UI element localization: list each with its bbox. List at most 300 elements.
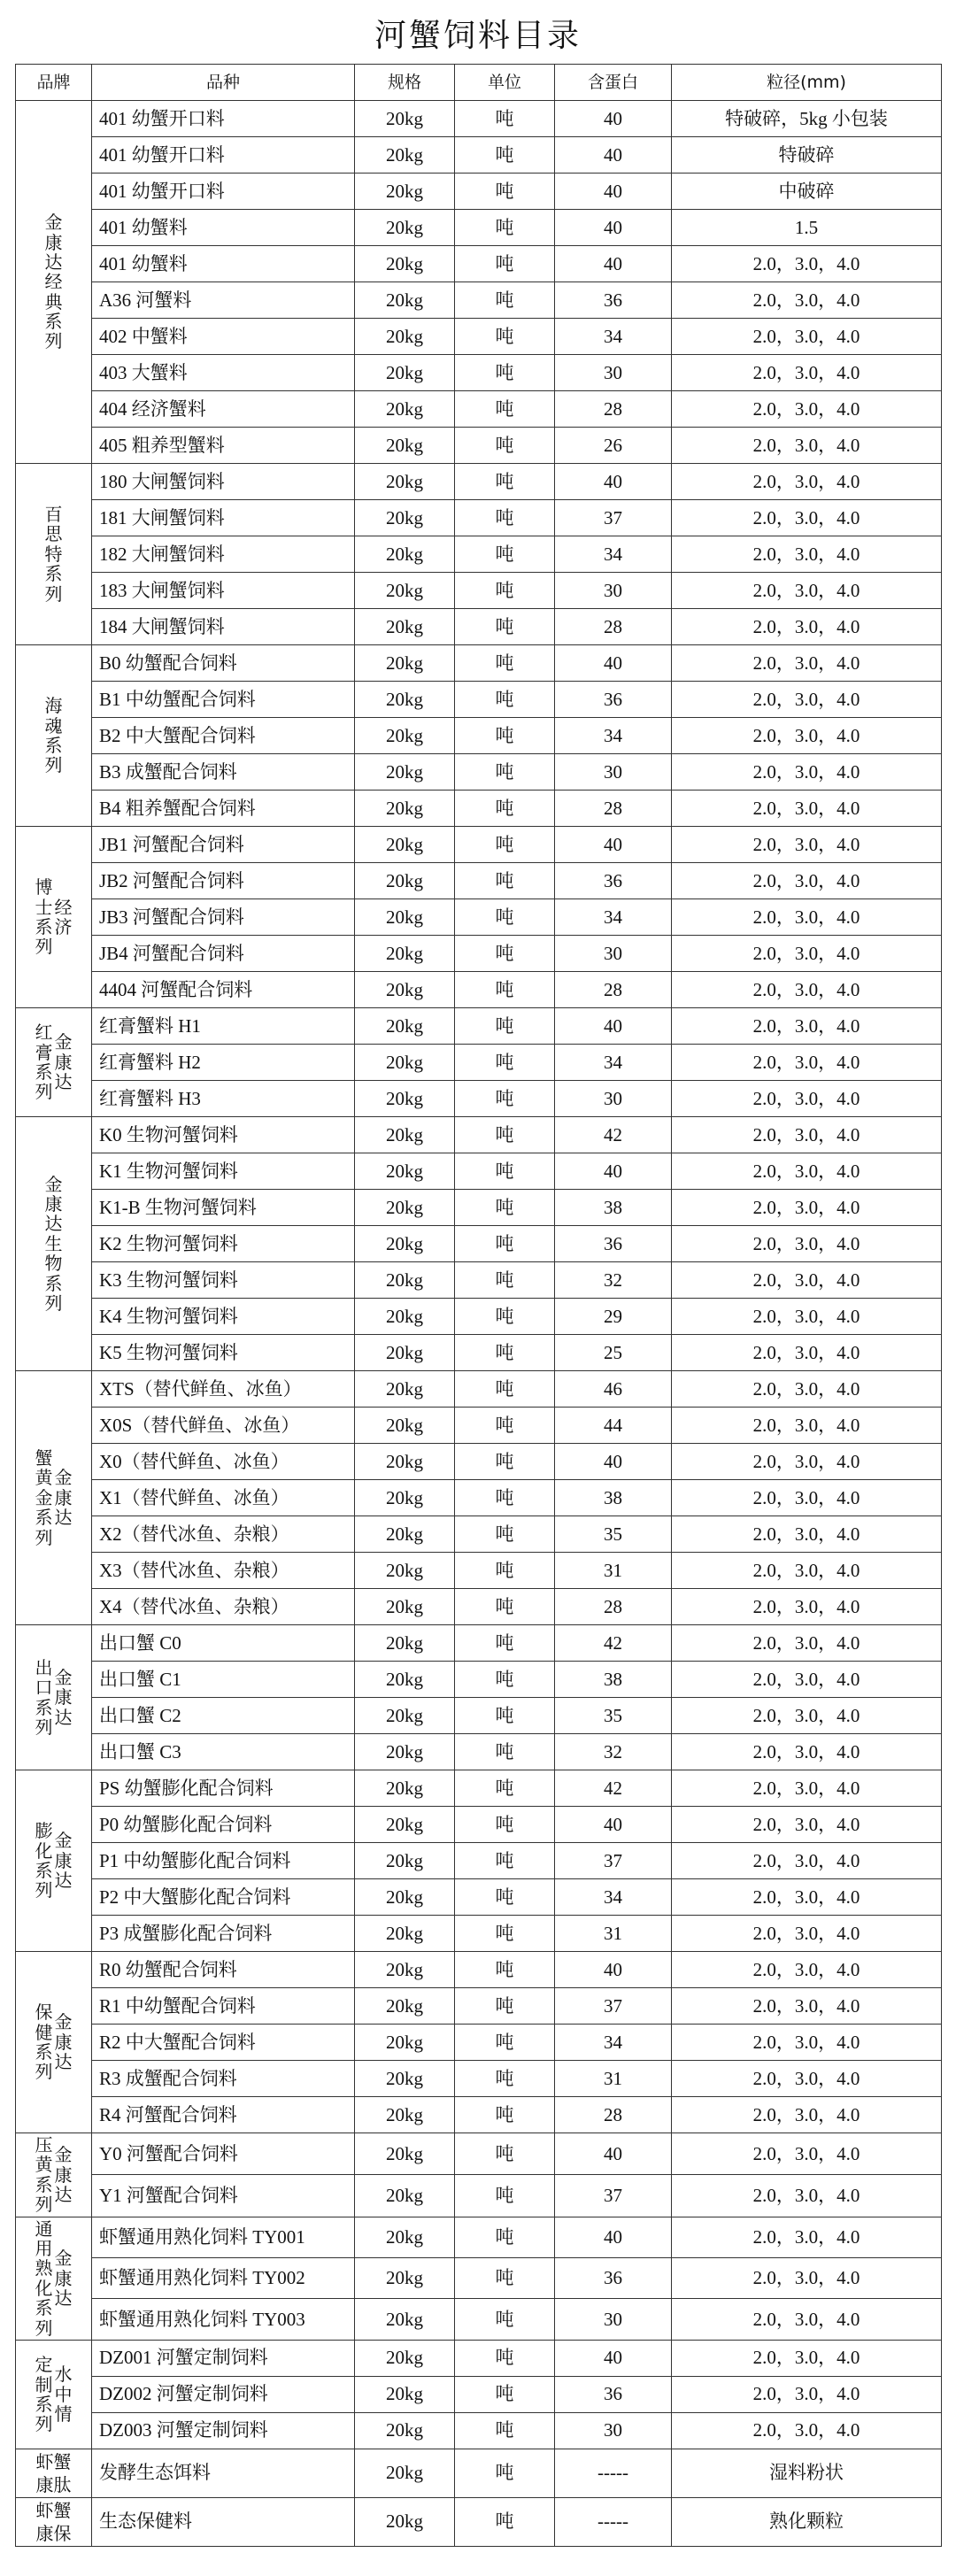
brand-cell (16, 2340, 92, 2449)
spec-cell: 20kg (355, 1625, 455, 1662)
table-row (16, 936, 942, 972)
variety-cell: X0S（替代鲜鱼、冰鱼） (92, 1408, 355, 1444)
header-spec: 规格 (355, 65, 455, 101)
particle-size-cell: 2.0，3.0，4.0 (672, 464, 942, 500)
particle-size-cell: 2.0，3.0，4.0 (672, 718, 942, 754)
table-row (16, 174, 942, 210)
brand-cell (16, 1952, 92, 2133)
variety-cell: 183 大闸蟹饲料 (92, 573, 355, 609)
unit-cell: 吨 (455, 2449, 555, 2497)
spec-cell: 20kg (355, 1299, 455, 1335)
variety-cell: 401 幼蟹开口料 (92, 137, 355, 174)
unit-cell: 吨 (455, 2217, 555, 2257)
protein-cell: 42 (555, 1117, 672, 1153)
protein-cell: 34 (555, 536, 672, 573)
protein-cell: 31 (555, 1553, 672, 1589)
table-row (16, 863, 942, 899)
variety-cell: P1 中幼蟹膨化配合饲料 (92, 1843, 355, 1879)
variety-cell: DZ001 河蟹定制饲料 (92, 2340, 355, 2376)
spec-cell: 20kg (355, 863, 455, 899)
particle-size-cell: 2.0，3.0，4.0 (672, 1807, 942, 1843)
particle-size-cell: 2.0，3.0，4.0 (672, 2175, 942, 2217)
brand-label: 康保 (35, 2522, 72, 2544)
spec-cell: 20kg (355, 1843, 455, 1879)
variety-cell: P2 中大蟹膨化配合饲料 (92, 1879, 355, 1916)
particle-size-cell: 2.0，3.0，4.0 (672, 2412, 942, 2449)
spec-cell: 20kg (355, 718, 455, 754)
particle-size-cell: 2.0，3.0，4.0 (672, 428, 942, 464)
variety-cell: K4 生物河蟹饲料 (92, 1299, 355, 1335)
variety-cell: B3 成蟹配合饲料 (92, 754, 355, 791)
variety-cell: R4 河蟹配合饲料 (92, 2097, 355, 2133)
brand-cell (16, 827, 92, 1008)
spec-cell: 20kg (355, 972, 455, 1008)
variety-cell: 出口蟹 C3 (92, 1734, 355, 1770)
brand-label: 膨 化 系 列 (35, 1820, 53, 1901)
spec-cell: 20kg (355, 2340, 455, 2376)
variety-cell: 180 大闸蟹饲料 (92, 464, 355, 500)
spec-cell: 20kg (355, 1117, 455, 1153)
spec-cell: 20kg (355, 1408, 455, 1444)
brand-label: 康肽 (35, 2473, 72, 2495)
particle-size-cell: 2.0，3.0，4.0 (672, 1335, 942, 1371)
table-row (16, 1625, 942, 1662)
table-row (16, 500, 942, 536)
variety-cell: PS 幼蟹膨化配合饲料 (92, 1770, 355, 1807)
particle-size-cell: 2.0，3.0，4.0 (672, 1081, 942, 1117)
protein-cell: 30 (555, 1081, 672, 1117)
protein-cell: 36 (555, 1226, 672, 1262)
spec-cell: 20kg (355, 1008, 455, 1045)
particle-size-cell: 2.0，3.0，4.0 (672, 1045, 942, 1081)
variety-cell: 401 幼蟹开口料 (92, 174, 355, 210)
spec-cell: 20kg (355, 827, 455, 863)
spec-cell: 20kg (355, 2412, 455, 2449)
protein-cell: 40 (555, 1444, 672, 1480)
table-row (16, 2258, 942, 2299)
protein-cell: 40 (555, 1008, 672, 1045)
header-brand: 品牌 (16, 65, 92, 101)
unit-cell: 吨 (455, 1734, 555, 1770)
table-row (16, 609, 942, 645)
protein-cell: 30 (555, 573, 672, 609)
variety-cell: B4 粗养蟹配合饲料 (92, 791, 355, 827)
protein-cell: 28 (555, 2097, 672, 2133)
brand-label: 经 济 (54, 896, 73, 937)
protein-cell: 40 (555, 137, 672, 174)
particle-size-cell: 2.0，3.0，4.0 (672, 936, 942, 972)
spec-cell: 20kg (355, 500, 455, 536)
particle-size-cell: 2.0，3.0，4.0 (672, 2299, 942, 2340)
unit-cell: 吨 (455, 1335, 555, 1371)
table-row (16, 2217, 942, 2257)
variety-cell: 虾蟹通用熟化饲料 TY003 (92, 2299, 355, 2340)
variety-cell: K3 生物河蟹饲料 (92, 1262, 355, 1299)
variety-cell: 出口蟹 C0 (92, 1625, 355, 1662)
particle-size-cell: 2.0，3.0，4.0 (672, 2133, 942, 2175)
spec-cell: 20kg (355, 1480, 455, 1516)
brand-label: 金 康 达 (54, 2011, 73, 2073)
spec-cell: 20kg (355, 2497, 455, 2546)
brand-cell (16, 2497, 92, 2546)
particle-size-cell: 熟化颗粒 (672, 2497, 942, 2546)
brand-cell (16, 1371, 92, 1625)
variety-cell: A36 河蟹料 (92, 282, 355, 319)
brand-label: 海 魂 系 列 (44, 695, 63, 776)
protein-cell: 40 (555, 827, 672, 863)
unit-cell: 吨 (455, 1008, 555, 1045)
particle-size-cell: 2.0，3.0，4.0 (672, 1988, 942, 2025)
spec-cell: 20kg (355, 2175, 455, 2217)
unit-cell: 吨 (455, 863, 555, 899)
protein-cell: 37 (555, 1843, 672, 1879)
brand-cell (16, 464, 92, 645)
protein-cell: 40 (555, 2133, 672, 2175)
particle-size-cell: 2.0，3.0，4.0 (672, 1916, 942, 1952)
unit-cell: 吨 (455, 355, 555, 391)
spec-cell: 20kg (355, 210, 455, 246)
feed-catalog-table (15, 64, 942, 2547)
unit-cell: 吨 (455, 2497, 555, 2546)
unit-cell: 吨 (455, 718, 555, 754)
protein-cell: 40 (555, 464, 672, 500)
unit-cell: 吨 (455, 1770, 555, 1807)
particle-size-cell: 2.0，3.0，4.0 (672, 1734, 942, 1770)
spec-cell: 20kg (355, 1190, 455, 1226)
unit-cell: 吨 (455, 936, 555, 972)
unit-cell: 吨 (455, 174, 555, 210)
table-row (16, 1770, 942, 1807)
brand-label: 金 康 达 (54, 1467, 73, 1529)
particle-size-cell: 2.0，3.0，4.0 (672, 391, 942, 428)
brand-label: 水 中 情 (54, 2364, 73, 2426)
spec-cell: 20kg (355, 319, 455, 355)
unit-cell: 吨 (455, 1226, 555, 1262)
particle-size-cell: 2.0，3.0，4.0 (672, 1553, 942, 1589)
variety-cell: B1 中幼蟹配合饲料 (92, 682, 355, 718)
particle-size-cell: 2.0，3.0，4.0 (672, 1480, 942, 1516)
particle-size-cell: 2.0，3.0，4.0 (672, 1952, 942, 1988)
unit-cell: 吨 (455, 500, 555, 536)
table-row (16, 2025, 942, 2061)
table-row (16, 2497, 942, 2546)
particle-size-cell: 2.0，3.0，4.0 (672, 1008, 942, 1045)
table-row (16, 1843, 942, 1879)
brand-cell (16, 1117, 92, 1371)
unit-cell: 吨 (455, 1698, 555, 1734)
spec-cell: 20kg (355, 609, 455, 645)
spec-cell: 20kg (355, 1734, 455, 1770)
table-row (16, 1589, 942, 1625)
unit-cell: 吨 (455, 1843, 555, 1879)
table-row (16, 1226, 942, 1262)
protein-cell: ----- (555, 2497, 672, 2546)
unit-cell: 吨 (455, 1117, 555, 1153)
spec-cell: 20kg (355, 428, 455, 464)
table-row (16, 319, 942, 355)
protein-cell: 36 (555, 282, 672, 319)
particle-size-cell: 2.0，3.0，4.0 (672, 282, 942, 319)
unit-cell: 吨 (455, 2133, 555, 2175)
variety-cell: P3 成蟹膨化配合饲料 (92, 1916, 355, 1952)
protein-cell: 44 (555, 1408, 672, 1444)
table-row (16, 1444, 942, 1480)
protein-cell: 34 (555, 2025, 672, 2061)
unit-cell: 吨 (455, 464, 555, 500)
variety-cell: 出口蟹 C1 (92, 1662, 355, 1698)
unit-cell: 吨 (455, 2412, 555, 2449)
table-row (16, 2376, 942, 2412)
variety-cell: 红膏蟹料 H1 (92, 1008, 355, 1045)
particle-size-cell: 2.0，3.0，4.0 (672, 899, 942, 936)
brand-cell (16, 2449, 92, 2497)
protein-cell: 25 (555, 1335, 672, 1371)
unit-cell: 吨 (455, 2299, 555, 2340)
table-row (16, 573, 942, 609)
table-row (16, 2449, 942, 2497)
unit-cell: 吨 (455, 536, 555, 573)
spec-cell: 20kg (355, 1807, 455, 1843)
table-row (16, 137, 942, 174)
unit-cell: 吨 (455, 2376, 555, 2412)
brand-cell (16, 2217, 92, 2340)
table-row (16, 2175, 942, 2217)
protein-cell: 30 (555, 936, 672, 972)
particle-size-cell: 2.0，3.0，4.0 (672, 573, 942, 609)
brand-cell (16, 645, 92, 827)
protein-cell: 42 (555, 1625, 672, 1662)
spec-cell: 20kg (355, 791, 455, 827)
particle-size-cell: 2.0，3.0，4.0 (672, 1516, 942, 1553)
protein-cell: 31 (555, 2061, 672, 2097)
protein-cell: 46 (555, 1371, 672, 1408)
spec-cell: 20kg (355, 1988, 455, 2025)
variety-cell: 181 大闸蟹饲料 (92, 500, 355, 536)
spec-cell: 20kg (355, 2097, 455, 2133)
protein-cell: 32 (555, 1734, 672, 1770)
table-row (16, 210, 942, 246)
protein-cell: 40 (555, 101, 672, 137)
unit-cell: 吨 (455, 101, 555, 137)
unit-cell: 吨 (455, 1045, 555, 1081)
spec-cell: 20kg (355, 464, 455, 500)
variety-cell: 出口蟹 C2 (92, 1698, 355, 1734)
protein-cell: 31 (555, 1916, 672, 1952)
protein-cell: 40 (555, 645, 672, 682)
variety-cell: 4404 河蟹配合饲料 (92, 972, 355, 1008)
variety-cell: B2 中大蟹配合饲料 (92, 718, 355, 754)
unit-cell: 吨 (455, 210, 555, 246)
table-row (16, 2097, 942, 2133)
particle-size-cell: 2.0，3.0，4.0 (672, 1226, 942, 1262)
protein-cell: 35 (555, 1698, 672, 1734)
table-row (16, 1335, 942, 1371)
table-row (16, 1734, 942, 1770)
particle-size-cell: 2.0，3.0，4.0 (672, 754, 942, 791)
particle-size-cell: 2.0，3.0，4.0 (672, 2217, 942, 2257)
protein-cell: 34 (555, 718, 672, 754)
particle-size-cell: 2.0，3.0，4.0 (672, 2061, 942, 2097)
table-header-row (16, 65, 942, 101)
table-row (16, 2061, 942, 2097)
brand-label: 金 康 达 (54, 2248, 73, 2309)
spec-cell: 20kg (355, 1444, 455, 1480)
particle-size-cell: 中破碎 (672, 174, 942, 210)
particle-size-cell: 2.0，3.0，4.0 (672, 827, 942, 863)
particle-size-cell: 2.0，3.0，4.0 (672, 1262, 942, 1299)
protein-cell: 28 (555, 391, 672, 428)
variety-cell: 404 经济蟹料 (92, 391, 355, 428)
table-row (16, 2412, 942, 2449)
variety-cell: Y0 河蟹配合饲料 (92, 2133, 355, 2175)
spec-cell: 20kg (355, 2061, 455, 2097)
brand-label: 金 康 达 经 典 系 列 (44, 212, 63, 352)
brand-label: 定 制 系 列 (35, 2354, 53, 2435)
brand-label: 金 康 达 (54, 1830, 73, 1892)
variety-cell: 虾蟹通用熟化饲料 TY001 (92, 2217, 355, 2257)
variety-cell: X4（替代冰鱼、杂粮） (92, 1589, 355, 1625)
brand-label: 金 康 达 (54, 1031, 73, 1093)
unit-cell: 吨 (455, 2061, 555, 2097)
spec-cell: 20kg (355, 101, 455, 137)
unit-cell: 吨 (455, 1553, 555, 1589)
unit-cell: 吨 (455, 682, 555, 718)
unit-cell: 吨 (455, 1807, 555, 1843)
table-row (16, 246, 942, 282)
variety-cell: Y1 河蟹配合饲料 (92, 2175, 355, 2217)
unit-cell: 吨 (455, 2258, 555, 2299)
unit-cell: 吨 (455, 1371, 555, 1408)
variety-cell: 184 大闸蟹饲料 (92, 609, 355, 645)
spec-cell: 20kg (355, 391, 455, 428)
protein-cell: 40 (555, 210, 672, 246)
spec-cell: 20kg (355, 645, 455, 682)
variety-cell: K5 生物河蟹饲料 (92, 1335, 355, 1371)
table-row (16, 536, 942, 573)
variety-cell: K1 生物河蟹饲料 (92, 1153, 355, 1190)
brand-label: 金 康 达 (54, 2144, 73, 2205)
variety-cell: R2 中大蟹配合饲料 (92, 2025, 355, 2061)
protein-cell: 40 (555, 1807, 672, 1843)
particle-size-cell: 2.0，3.0，4.0 (672, 1843, 942, 1879)
variety-cell: P0 幼蟹膨化配合饲料 (92, 1807, 355, 1843)
particle-size-cell: 2.0，3.0，4.0 (672, 1662, 942, 1698)
variety-cell: 405 粗养型蟹料 (92, 428, 355, 464)
protein-cell: 28 (555, 609, 672, 645)
table-row (16, 2340, 942, 2376)
particle-size-cell: 2.0，3.0，4.0 (672, 863, 942, 899)
unit-cell: 吨 (455, 1262, 555, 1299)
brand-label: 压 黄 系 列 (35, 2134, 53, 2216)
spec-cell: 20kg (355, 1226, 455, 1262)
particle-size-cell: 2.0，3.0，4.0 (672, 355, 942, 391)
protein-cell: 40 (555, 1952, 672, 1988)
table-row (16, 101, 942, 137)
table-row (16, 1879, 942, 1916)
unit-cell: 吨 (455, 1190, 555, 1226)
brand-label: 虾蟹 (35, 2450, 72, 2472)
variety-cell: 403 大蟹料 (92, 355, 355, 391)
brand-label: 蟹 黄 金 系 列 (35, 1447, 53, 1548)
spec-cell: 20kg (355, 1879, 455, 1916)
variety-cell: 401 幼蟹料 (92, 210, 355, 246)
unit-cell: 吨 (455, 1153, 555, 1190)
particle-size-cell: 2.0，3.0，4.0 (672, 791, 942, 827)
unit-cell: 吨 (455, 573, 555, 609)
variety-cell: DZ003 河蟹定制饲料 (92, 2412, 355, 2449)
table-row (16, 827, 942, 863)
particle-size-cell: 特破碎 (672, 137, 942, 174)
variety-cell: JB2 河蟹配合饲料 (92, 863, 355, 899)
variety-cell: JB4 河蟹配合饲料 (92, 936, 355, 972)
protein-cell: 30 (555, 2412, 672, 2449)
protein-cell: 28 (555, 1589, 672, 1625)
spec-cell: 20kg (355, 1371, 455, 1408)
particle-size-cell: 2.0，3.0，4.0 (672, 319, 942, 355)
table-row (16, 391, 942, 428)
protein-cell: ----- (555, 2449, 672, 2497)
table-row (16, 1662, 942, 1698)
particle-size-cell: 2.0，3.0，4.0 (672, 246, 942, 282)
spec-cell: 20kg (355, 1698, 455, 1734)
variety-cell: XTS（替代鲜鱼、冰鱼） (92, 1371, 355, 1408)
particle-size-cell: 2.0，3.0，4.0 (672, 609, 942, 645)
particle-size-cell: 2.0，3.0，4.0 (672, 682, 942, 718)
spec-cell: 20kg (355, 1081, 455, 1117)
unit-cell: 吨 (455, 1916, 555, 1952)
variety-cell: 虾蟹通用熟化饲料 TY002 (92, 2258, 355, 2299)
particle-size-cell: 2.0，3.0，4.0 (672, 1770, 942, 1807)
protein-cell: 36 (555, 2258, 672, 2299)
table-row (16, 1008, 942, 1045)
spec-cell: 20kg (355, 1045, 455, 1081)
table-row (16, 2133, 942, 2175)
table-row (16, 1117, 942, 1153)
particle-size-cell: 2.0，3.0，4.0 (672, 1371, 942, 1408)
protein-cell: 37 (555, 2175, 672, 2217)
particle-size-cell: 2.0，3.0，4.0 (672, 1190, 942, 1226)
variety-cell: 红膏蟹料 H3 (92, 1081, 355, 1117)
unit-cell: 吨 (455, 1299, 555, 1335)
protein-cell: 34 (555, 1045, 672, 1081)
table-row (16, 1988, 942, 2025)
table-row (16, 282, 942, 319)
brand-label: 博 士 系 列 (35, 876, 53, 958)
spec-cell: 20kg (355, 2258, 455, 2299)
header-variety: 品种 (92, 65, 355, 101)
protein-cell: 38 (555, 1480, 672, 1516)
variety-cell: R0 幼蟹配合饲料 (92, 1952, 355, 1988)
table-row (16, 1153, 942, 1190)
protein-cell: 32 (555, 1262, 672, 1299)
brand-label: 金 康 达 (54, 1666, 73, 1728)
protein-cell: 42 (555, 1770, 672, 1807)
protein-cell: 37 (555, 500, 672, 536)
table-row (16, 1190, 942, 1226)
protein-cell: 30 (555, 754, 672, 791)
table-row (16, 464, 942, 500)
table-row (16, 1916, 942, 1952)
protein-cell: 36 (555, 682, 672, 718)
spec-cell: 20kg (355, 754, 455, 791)
spec-cell: 20kg (355, 1770, 455, 1807)
protein-cell: 30 (555, 2299, 672, 2340)
variety-cell: 182 大闸蟹饲料 (92, 536, 355, 573)
protein-cell: 40 (555, 1153, 672, 1190)
table-row (16, 1553, 942, 1589)
particle-size-cell: 2.0，3.0，4.0 (672, 2258, 942, 2299)
variety-cell: 401 幼蟹料 (92, 246, 355, 282)
